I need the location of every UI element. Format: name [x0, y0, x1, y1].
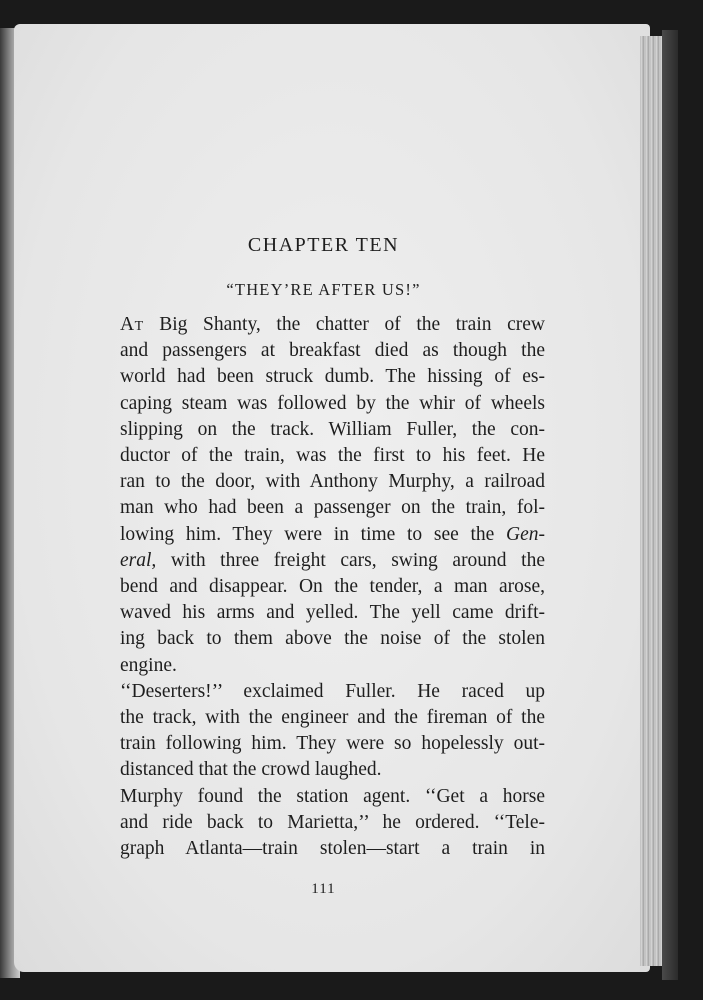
text-line: ‘‘Deserters!’’ exclaimed Fuller. He raced up	[120, 680, 545, 702]
paragraph	[102, 679, 545, 784]
text-line: the track, with the engineer and the fireman of the	[120, 707, 545, 729]
text-line: world had been struck dumb. The hissing of es-	[120, 366, 545, 388]
text-line: train following him. They were so hopelessly out-	[120, 733, 545, 755]
text-line: bend and disappear. On the tender, a man arose,	[120, 576, 545, 598]
line-text: Big Shanty, the chatter of the train crew	[143, 314, 545, 335]
text-line: ran to the door, with Anthony Murphy, a railroad	[120, 471, 545, 493]
paragraph	[102, 784, 545, 863]
text-line: ductor of the train, was the first to his feet. He	[120, 445, 545, 467]
page-number: 111	[311, 881, 336, 897]
text-line: slipping on the track. William Fuller, the con-	[120, 418, 545, 440]
text-line: distanced that the crowd laughed.	[120, 759, 382, 781]
text-line: caping steam was followed by the whir of wheels	[120, 392, 545, 414]
italic-text: eral,	[120, 549, 157, 571]
text-line: graph Atlanta—train stolen—start a train in	[120, 838, 545, 860]
text-line	[102, 548, 545, 574]
text-line: engine.	[120, 654, 177, 676]
text-line: Murphy found the station agent. ‘‘Get a horse	[120, 785, 545, 807]
chapter-title: CHAPTER TEN	[247, 234, 400, 256]
line-text: with three freight cars, swing around the	[156, 549, 545, 571]
chapter-subtitle: “THEY’RE AFTER US!”	[226, 280, 421, 299]
paragraph	[102, 312, 545, 679]
text-line: and passengers at breakfast died as though the	[120, 340, 545, 362]
body-text	[102, 312, 545, 862]
book-page	[14, 24, 650, 972]
italic-text: Gen-	[506, 523, 545, 545]
text-line	[102, 522, 545, 548]
book-cover-edge	[662, 30, 678, 980]
text-line	[102, 312, 545, 338]
text-line: ing back to them above the noise of the stolen	[120, 628, 545, 650]
text-line: and ride back to Marietta,’’ he ordered. ‘‘Tele-	[120, 811, 545, 833]
text-line: waved his arms and yelled. The yell came drift-	[120, 602, 545, 624]
opening-small-caps: At	[120, 314, 144, 335]
line-text: lowing him. They were in time to see the	[120, 523, 507, 545]
text-line: man who had been a passenger on the train, fol-	[120, 497, 545, 519]
